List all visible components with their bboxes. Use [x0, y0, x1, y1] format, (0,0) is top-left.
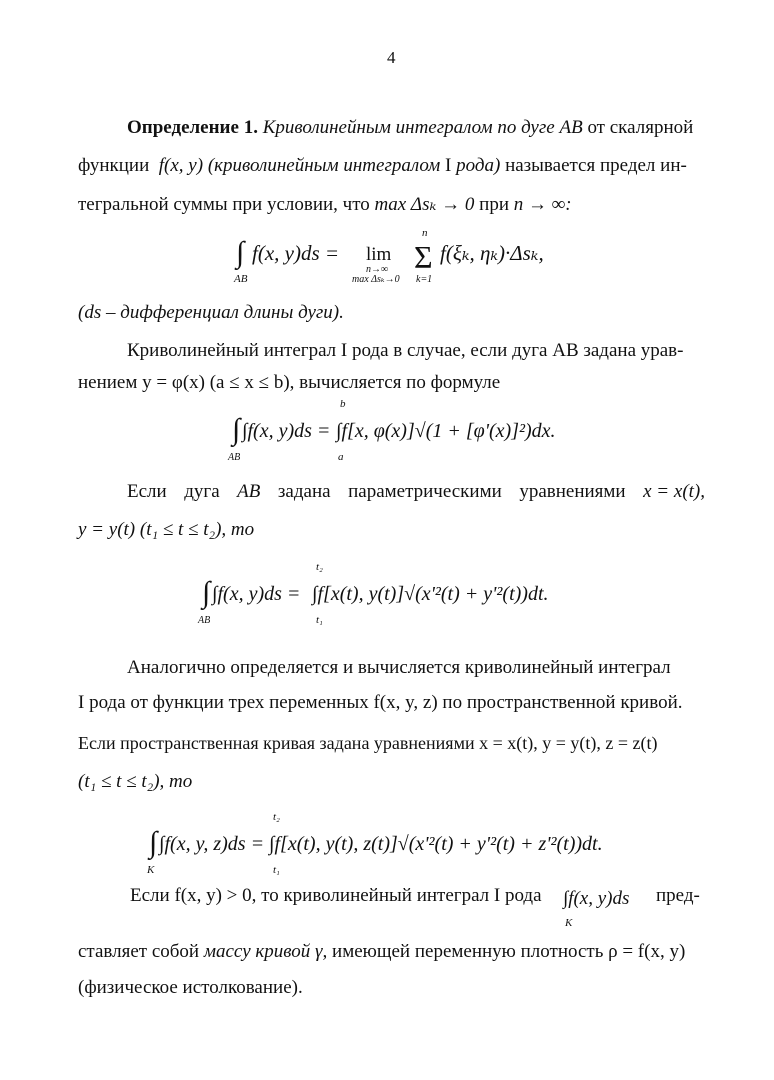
para5-mass-term: массу кривой — [203, 941, 311, 962]
integral-lower-limit-a: a — [338, 451, 344, 463]
page-number: 4 — [387, 48, 396, 67]
formula-explicit-curve — [228, 395, 568, 465]
sum-upper-limit: n — [422, 227, 428, 239]
para5-line-3: (физическое истолкование). — [78, 977, 303, 998]
definition-arc: AB — [559, 117, 583, 138]
para5-line2-a: ставляет собой — [78, 941, 200, 962]
para3-eq-x: x = x(t), — [643, 481, 705, 502]
definition-rod: рода) — [456, 155, 501, 176]
para5-line1-b: пред- — [656, 885, 700, 906]
definition-pri: при — [479, 194, 510, 215]
ds-note: (ds – дифференциал длины дуги). — [78, 302, 344, 323]
formula-space-curve — [145, 808, 665, 878]
integral-lower-limit-t1: t₁ — [316, 614, 323, 626]
formula4-lhs: ∫f(x, y, z)ds = — [159, 833, 265, 855]
formula3-rhs: ∫f[x(t), y(t)]√(x'²(t) + y'²(t))dt. — [312, 583, 549, 605]
formula-line-integral-definition — [230, 222, 570, 297]
para3-line-1 — [127, 481, 705, 503]
sum-sign: Σ — [414, 239, 433, 275]
para3-word-param: параметрическими — [348, 481, 502, 502]
integral-sign: ∫ — [236, 236, 245, 269]
integral-upper-limit: t₂ — [316, 561, 323, 573]
formula2-lhs: ∫f(x, y)ds = — [242, 420, 331, 442]
para4-line-1: Аналогично определяется и вычисляется криволинейный интеграл — [127, 657, 671, 678]
para2-line-1: Криволинейный интеграл I рода в случае, если дуга AB задана урав- — [127, 340, 684, 361]
para3-word-zadana: задана — [277, 481, 331, 502]
integral-body: f(x, y)ds = — [252, 241, 340, 265]
formula2-rhs: ∫f[x, φ(x)]√(1 + [φ'(x)]²)dx. — [336, 420, 556, 442]
formula3-lhs: ∫f(x, y)ds = — [212, 583, 301, 605]
integral-sign: ∫ — [202, 576, 211, 609]
para3-line-2: y = y(t) (t₁ ≤ t ≤ t₂), то — [78, 519, 255, 540]
definition-label: Определение 1. — [127, 117, 258, 138]
integral-sign: ∫ — [149, 826, 158, 859]
definition-line2-start: функции — [78, 155, 150, 176]
lim-subscript-2: max Δsₖ→0 — [352, 274, 400, 285]
definition-line-2 — [78, 155, 687, 177]
integral-lower-limit: K — [147, 864, 155, 876]
integral-lower-limit: AB — [198, 615, 211, 626]
integral-lower-limit: AB — [234, 273, 248, 285]
para4-line-4: (t₁ ≤ t ≤ t₂), то — [78, 771, 193, 792]
definition-term: Криволинейным интегралом по дуге — [262, 117, 555, 138]
para5-gamma: γ, — [315, 941, 328, 962]
para2-line-2: нением y = φ(x) (a ≤ x ≤ b), вычисляется по формуле — [78, 372, 501, 393]
inline-integral: ∫f(x, y)ds — [563, 888, 630, 909]
formula-parametric-curve — [198, 558, 598, 628]
para3-word-uravn: уравнениями — [519, 481, 626, 502]
inline-integral-lower: K — [565, 917, 573, 929]
definition-line2-tail: называется предел ин- — [505, 155, 687, 176]
definition-line-1 — [127, 117, 693, 139]
para5-line-1 — [130, 885, 542, 907]
definition-cond: max Δsₖ → 0 — [374, 194, 475, 215]
definition-func: f(x, y) — [158, 155, 204, 176]
lim-subscript-1: n→∞ — [366, 264, 389, 275]
para5-line1-a: Если f(x, y) > 0, то криволинейный интеграл I рода — [130, 885, 542, 906]
integral-sign: ∫ — [232, 413, 241, 446]
definition-line-3 — [78, 193, 572, 216]
para3-word-duga: дуга — [184, 481, 220, 502]
definition-roman-one: I — [445, 155, 452, 176]
integral-upper-limit: b — [340, 398, 346, 410]
integral-lower-limit-t1: t₁ — [273, 864, 280, 876]
definition-cond2: n → ∞: — [513, 194, 572, 215]
definition-line1-tail: от скалярной — [587, 117, 694, 138]
para4-line-2: I рода от функции трех переменных f(x, y, z) по пространственной кривой. — [78, 692, 683, 713]
integral-lower-limit: AB — [228, 452, 241, 463]
para3-word-esli: Если — [127, 481, 167, 502]
para3-arc: AB — [237, 481, 261, 502]
lim-label: lim — [366, 244, 392, 265]
integral-upper-limit: t₂ — [273, 811, 280, 823]
para4-line-3: Если пространственная кривая задана уравнениями x = x(t), y = y(t), z = z(t) — [78, 733, 658, 753]
definition-line2-italic: (криволинейным интегралом — [207, 155, 441, 176]
para5-line-2 — [78, 941, 685, 963]
sum-lower-limit: k=1 — [416, 274, 433, 285]
para5-line2-b: имеющей переменную плотность ρ = f(x, y) — [332, 941, 686, 962]
summand: f(ξₖ, ηₖ)·Δsₖ, — [440, 241, 544, 265]
formula4-rhs: ∫f[x(t), y(t), z(t)]√(x'²(t) + y'²(t) + z'²(t))dt. — [269, 833, 603, 855]
definition-line3: тегральной суммы при условии, что — [78, 194, 370, 215]
